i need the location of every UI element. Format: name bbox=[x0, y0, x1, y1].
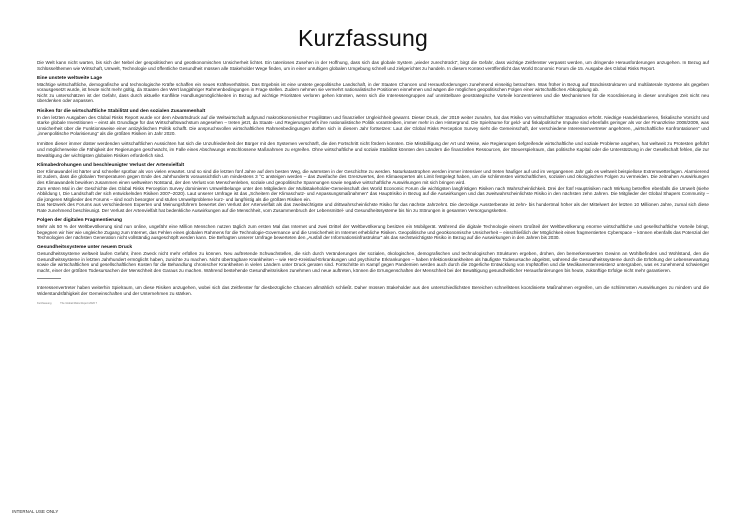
section-paragraph: Mehr als 50 % der Weltbevölkerung sind nun online, ungefähr eine Million Menschen nutzen täglich zum ersten Mal das Internet und zwei Drittel der Weltbevölkerung besitzen ein Mobilgerät. Während die digitale Technologie einem Großteil der Weltbevölkerung enorme wirtschaftliche und gesellschaftliche Vorteile bringt, begegnen wir hier wie ungleiche Zugang zum Internet, das Fehlen eines globalen Rahmens für die Technologie-Governance und die Unsicherheit im Internet erhebliche Risiken. Geopolitische und geoökonomische Unsicherheit – einschließlich der Möglichkeit eines fragmentierten Cyberspace – können ebenfalls das Potenzial der Technologien der nächsten Generation nicht vollständig ausgeschöpft werden kann. Die Befragten unserer Umfrage bewerteten den „Ausfall der Informationsinfrastruktur“ als das sechstwichtigste Risiko in Bezug auf die Auswirkungen in den Jahren bis 2030. bbox=[37, 223, 709, 241]
section-wirtschaftliche-stabilitaet bbox=[37, 109, 709, 137]
section-klimabedrohungen bbox=[37, 163, 709, 214]
section-digitale-fragmentierung bbox=[37, 218, 709, 241]
document-body bbox=[37, 24, 709, 305]
section-unzufriedenheit bbox=[37, 141, 709, 158]
section-paragraph: Das Netzwerk des Forums aus verschiedenen Experten und Meinungsführern bewertet den Verlust der Artenvielfalt als das zweitwichtigste und drittwahrscheinlichste Risiko für das nächste Jahrzehnt. Die derzeitige Aussterberate ist zehn- bis hundertmal höher als der Mittelwert der letzten 10 Millionen Jahre, zumal sich diese Rate zunehmend beschleunigt. Der Verlust der Artenvielfalt hat bedenkliche Auswirkungen auf die Menschheit, vom Zusammenbruch der Lebensmittel- und Gesundheitssysteme bis hin zu Störungen in gesamten Versorgungsketten. bbox=[37, 202, 709, 213]
section-gesundheitssysteme bbox=[37, 245, 709, 273]
section-paragraph: Mächtige wirtschaftliche, demografische und technologische Kräfte schaffen ein neues Kräfteverhältnis. Das Ergebnis ist eine unstete geopolitische Landschaft, in der Staaten Chancen und Herausforderungen zunehmend einseitig betrachten. Was früher in Bezug auf Bündnisstrukturen und multilaterale Systeme als gegeben vorausgesetzt wurde, ist heute nicht mehr gültig, da Staaten den Wert langjähriger Rahmenbedingungen in Frage stellen. Zudem nehmen sie vermehrt nationalistische Positionen einnehmen und wägen die möglichen geopolitischen Folgen einer wirtschaftlichen Abkopplung ab. bbox=[37, 81, 709, 93]
section-heading: Risiken für die wirtschaftliche Stabilität und den sozialen Zusammenhalt bbox=[37, 108, 206, 114]
section-heading: Gesundheitssysteme unter neuem Druck bbox=[37, 245, 133, 251]
section-divider bbox=[37, 278, 61, 279]
section-paragraph: Nicht zu unterschätzen ist der Gefahr, dass durch aktuelle Konflikte Handlungsmöglichkeiten in Bezug auf wichtige Prioritäten verloren gehen könnten, wenn sich die Interessengruppen auf unmittelbare geostrategische Vorteile konzentrieren und die Mechanismen für die Koordinierung in dieser unruhigen Zeit nicht neu überdenken oder anpassen. bbox=[37, 92, 709, 104]
section-heading: Eine unstete weltweite Lage bbox=[37, 75, 102, 81]
section-heading: Folgen der digitalen Fragmentierung bbox=[37, 217, 123, 223]
closing-paragraph: Interessenvertreter haben weiterhin Spielraum, um diese Risiken anzugehen, wobei sich das Zeitfenster für diesbezügliche Chancen allmählich schließt. Daher müssen Stakeholder aus den unterschiedlichsten Bereichen schnellstens koordinierte Maßnahmen ergreifen, um die schlimmsten Auswirkungen zu mindern und die Widerstandsfähigkeit der Gemeinschaften und der Unternehmen zu stärken. bbox=[37, 285, 709, 296]
page-footer bbox=[37, 302, 709, 305]
footer-label: Kurzfassung bbox=[37, 302, 52, 306]
section-paragraph: Zum ersten Mal in der Geschichte des Global Risks Perception Survey dominieren Umweltbelange unter den Mitgliedern der Multistakeholder-Gemeinschaft des World Economic Forum die wichtigsten langfristigen Risiken nach Wahrscheinlichkeit. Drei der fünf Hauptrisiken nach Wirkung betreffen ebenfalls die Umwelt (siehe Abbildung I, Die Landschaft der sich entwickelnden Risiken 2007–2020). Laut unserer Umfrage ist das „Scheitern der Klimaschutz- und Anpassungsmaßnahmen“ das Hauptrisiko in Bezug auf die Auswirkungen und das zweitwahrscheinlichste Risiko in den nächsten zehn Jahren. Die Mitglieder der Global Shapers Community – die jüngeren Mitglieder des Forums – sind noch besorgter und stufen Umweltprobleme kurz- und langfristig als die größten Risiken ein. bbox=[37, 185, 709, 202]
section-paragraph: In den letzten Ausgaben des Global Risks Report wurde vor dem Abwärtsdruck auf die Weltwirtschaft aufgrund makroökonomischer Fragilitäten und finanzieller Ungleichheit gewarnt. Dieser Druck, der 2019 weiter zunahm, hat das Risiko von wirtschaftlicher Stagnation erhöht. Niedrige Handelsbarrieren, fiskalische Vorsicht und starke globale Investitionen – einst als Grundlage für das Wirtschaftswachstum angesehen – treten jetzt, da Staats- und Regierungschefs ihre nationalistische Politik vorantreiben, immer mehr in den Hintergrund. Die Spielräume für geld- und fiskalpolitische Impulse sind ebenfalls geringer als vor der Finanzkrise 2008/2009, was Unsicherheit über die Funktionsweise einer antizyklischen Politik schafft. Die anspruchsvollen wirtschaftlichen Rahmenbedingungen dürften sich in diesem Jahr fortsetzen: Laut der Global Risks Perception Survey sieht die Gemeinschaft, der verschiedene Interessenvertreter angehören, „wirtschaftliche Konfrontationen“ und „innenpolitische Polarisierung“ als die größten Risiken im Jahr 2020. bbox=[37, 114, 709, 137]
section-paragraph: Gesundheitssysteme weltweit laufen Gefahr, ihren Zweck nicht mehr erfüllen zu können. Neu auftretende Schwachstellen, die sich durch Veränderungen der sozialen, ökologischen, demografischen und technologischen Strukturen ergeben, drohen, den bemerkenswerten Gewinn an Wohlbefinden und Wohlstand, den die Gesundheitssysteme in letzten Jahrhundert ermöglicht haben, zunichte zu machen. Nicht übertragbare Krankheiten – wie Herz-Kreislauf-Erkrankungen und psychische Erkrankungen – haben Infektionskrankheiten als häufigste Todesursache abgelöst, während die Gesundheitssysteme durch die Erhöhung der Lebenserwartung sowie die wirtschaftlichen und gesellschaftlichen Kosten für die Behandlung chronischer Krankheiten in vielen Ländern unter Druck geraten sind. Fortschritte im Kampf gegen Pandemien werden auch durch die zögerliche Entwicklung von Impfstoffen und die Medikamentenresistenz untergraben, was es zunehmend schwieriger macht, einer der größten Todesursachen der Menschheit den Garaus zu machen. Während bestehende Gesundheitsrisiken zunehmen und neue auftreten, können die Errungenschaften der Menschheit bei der Bewältigung gesundheitlicher Herausforderungen bis heute, zukünftige Erfolge nicht mehr garantieren. bbox=[37, 251, 709, 274]
classification-label: INTERNAL USE ONLY bbox=[12, 509, 59, 514]
section-paragraph: Inmitten dieser immer düster werdenden wirtschaftlichen Aussichten hat sich die Unzufriedenheit der Bürger mit den Systemen verschärft, die den Fortschritt nicht fördern konnten. Die Missbilligung der Art und Weise, wie Regierungen tiefgreifende wirtschaftliche und soziale Probleme angehen, hat weltweit zu Protesten geführt und möglicherweise die Fähigkeit der Regierungen geschwächt, im Falle eines Abschwungs entschlossene Maßnahmen zu ergreifen. Ohne wirtschaftliche und soziale Stabilität könnten den Ländern die finanziellen Ressourcen, der Steuerspielraum, das politische Kapital oder die Unterstützung in der Gesellschaft fehlen, die zur Bewältigung der wichtigsten globalen Risiken erforderlich sind. bbox=[37, 141, 709, 158]
footer-source: The Global Risks Report 2020 7 bbox=[60, 302, 98, 306]
section-unstete-lage bbox=[37, 76, 709, 104]
section-heading: Klimabedrohungen und beschleunigter Verlust der Artenvielfalt bbox=[37, 162, 185, 168]
page-title: Kurzfassung bbox=[297, 25, 429, 51]
intro-paragraph: Die Welt kann nicht warten, bis sich der Nebel der geopolitischen und geoökonomischen Unsicherheit lichtet. Ein tatenloses Zusehen in der Hoffnung, dass sich das globale System „wieder zurechtrückt“, birgt die Gefahr, dass wichtige Zeitfenster verpasst werden, um dringende Herausforderungen anzugehen. In Bezug auf Schlüsselthemen wie Wirtschaft, Umwelt, Technologie und öffentliche Gesundheit müssen alle Stakeholder Wege finden, um in einer unruhigen globalen Umgebung schnell und zielgerichtet zu handeln. In diesem Kontext veröffentlicht das World Economic Forum die 15. Ausgabe des Global Risks Report. bbox=[37, 60, 709, 71]
section-paragraph: Der Klimawandel ist härter und schneller spürbar als von vielen erwartet. Und so sind die letzten fünf Jahre auf dem besten Weg, die wärmsten in der Geschichte zu werden. Naturkatastrophen werden immer intensiver und treten häufiger auf und im vergangenen Jahr gab es weltweit beispiellose Extremwetterlagen. Alarmierend ist zudem, dass die globalen Temperaturen gegen Ende des Jahrhunderts voraussichtlich um mindestens 3 °C ansteigen werden – das Zweifache des Grenzwertes, den Klimaexperten als Limit festgelegt haben, um die schlimmsten wirtschaftlichen, sozialen und ökologischen Folgen zu vermeiden. Die zeitnahen Auswirkungen des Klimawandels bewirken zusammen einen weltweiten Notstand, der den Verlust von Menschenleben, soziale und geopolitische Spannungen sowie negative wirtschaftliche Auswirkungen mit sich bringen wird. bbox=[37, 168, 709, 185]
